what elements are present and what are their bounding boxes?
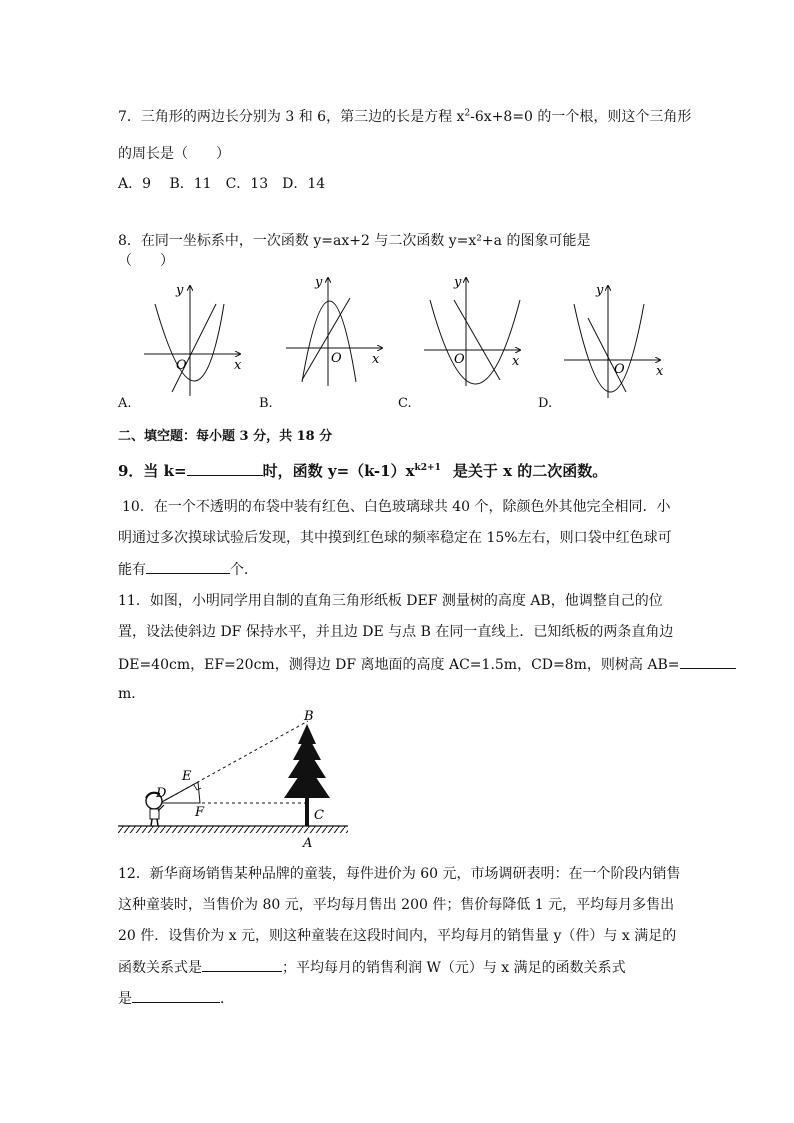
q11-line2: 置，设法使斜边 DF 保持水平，并且边 DE 与点 B 在同一直线上．已知纸板的两条直角边: [118, 624, 674, 640]
q7-line2: 的周长是（ ）: [118, 146, 230, 162]
label-c: C: [314, 808, 324, 823]
q8-line1: 8．在同一坐标系中，一次函数 y=ax+2 与二次函数 y=x²+a 的图象可能是: [118, 233, 591, 249]
q12-blank-2[interactable]: [132, 988, 220, 1003]
q11-line1: 11．如图，小明同学用自制的直角三角形纸板 DEF 测量树的高度 AB，他调整自己的位: [118, 593, 663, 609]
graph-c-parabola: [430, 300, 520, 384]
q7-text-b: -6x+8=0 的一个根，则这个三角形: [470, 109, 692, 125]
graph-b-y-label: y: [315, 275, 323, 290]
graph-b: [282, 272, 392, 390]
graph-b-x-label: x: [372, 352, 380, 367]
graph-a-option: A.: [118, 396, 132, 411]
label-a: A: [303, 836, 313, 850]
graph-b-origin: O: [331, 351, 342, 366]
graph-a-origin: O: [176, 358, 187, 373]
q7-options: A．9 B．11 C．13 D．14: [118, 176, 326, 192]
graph-c-x-label: x: [512, 354, 520, 369]
q9-text-b: 时，函数 y=（k-1）x: [262, 462, 415, 480]
q12-line1: 12．新华商场销售某种品牌的童装，每件进价为 60 元，市场调研表明：在一个阶段内销售: [118, 866, 681, 882]
q9-text-c: 是关于 x 的二次函数。: [452, 462, 608, 480]
q7-text-a: 7．三角形的两边长分别为 3 和 6，第三边的长是方程 x: [118, 109, 465, 125]
label-f: F: [195, 805, 205, 820]
graph-c-option: C.: [398, 396, 412, 411]
q11-line4: m．: [118, 686, 146, 702]
q7-sup: 2: [464, 108, 471, 119]
graph-b-parabola: [302, 301, 356, 382]
graph-d-parabola: [574, 304, 644, 392]
q10-blank[interactable]: [146, 559, 230, 574]
q10-line1: 10．在一个不透明的布袋中装有红色、白色玻璃球共 40 个，除颜色外其他完全相同．小: [122, 499, 671, 515]
q11-blank[interactable]: [680, 654, 736, 669]
q9-sup: k2+1: [414, 463, 441, 473]
q7-line1: [118, 107, 691, 127]
label-e: E: [182, 769, 192, 784]
q9-line: [118, 461, 607, 481]
q11-text-a: DE=40cm，EF=20cm，测得边 DF 离地面的高度 AC=1.5m，CD=8m，则树高 AB=: [118, 657, 680, 673]
q11-line3: [118, 654, 736, 675]
graph-c: [420, 272, 530, 390]
q12-line3: 20 件．设售价为 x 元，则这种童装在这段时间内，平均每月的销售量 y（件）与 x 满足的: [118, 928, 677, 944]
graph-d-option: D.: [538, 396, 553, 411]
q8-line2: （ ）: [118, 253, 174, 269]
q12-text-c: 是: [118, 991, 132, 1007]
q12-line2: 这种童装时，当售价为 80 元，平均每月售出 200 件；售价每降低 1 元，平均每月多售出: [118, 897, 675, 913]
graph-c-y-label: y: [454, 275, 462, 290]
q9-text-a: 9．当 k=: [118, 462, 187, 480]
tree-measurement-figure: [116, 708, 352, 850]
q10-text-a: 能有: [118, 562, 146, 578]
q10-text-b: 个．: [230, 562, 258, 578]
q10-line3: [118, 559, 258, 580]
label-b: B: [304, 709, 314, 724]
graph-d-x-label: x: [656, 364, 664, 379]
q12-line4: [118, 957, 626, 978]
section-heading: 二、填空题：每小题 3 分，共 18 分: [118, 429, 333, 444]
q12-text-b: ；平均每月的销售利润 W（元）与 x 满足的函数关系式: [282, 960, 626, 976]
q12-text-a: 函数关系式是: [118, 960, 202, 976]
q12-line5: [118, 988, 234, 1009]
graph-d: [560, 280, 670, 400]
q10-line2: 明通过多次摸球试验后发现，其中摸到红色球的频率稳定在 15%左右，则口袋中红色球可: [118, 530, 672, 546]
graph-a-x-label: x: [234, 358, 242, 373]
graph-d-line: [588, 318, 626, 392]
graph-b-line: [302, 298, 350, 380]
right-angle-mark: [194, 785, 201, 790]
graph-d-y-label: y: [596, 283, 604, 298]
label-d: D: [156, 786, 167, 801]
q9-blank[interactable]: [187, 461, 263, 476]
graph-c-origin: O: [454, 352, 465, 367]
graph-a-line: [172, 304, 216, 392]
graph-b-option: B.: [259, 396, 273, 411]
ground-hatch: [118, 826, 348, 833]
graph-a: [138, 280, 248, 400]
q12-blank-1[interactable]: [202, 957, 282, 972]
graph-c-line: [454, 300, 500, 380]
graph-d-origin: O: [614, 362, 625, 377]
graph-a-y-label: y: [176, 283, 184, 298]
q12-text-d: ．: [220, 991, 234, 1007]
